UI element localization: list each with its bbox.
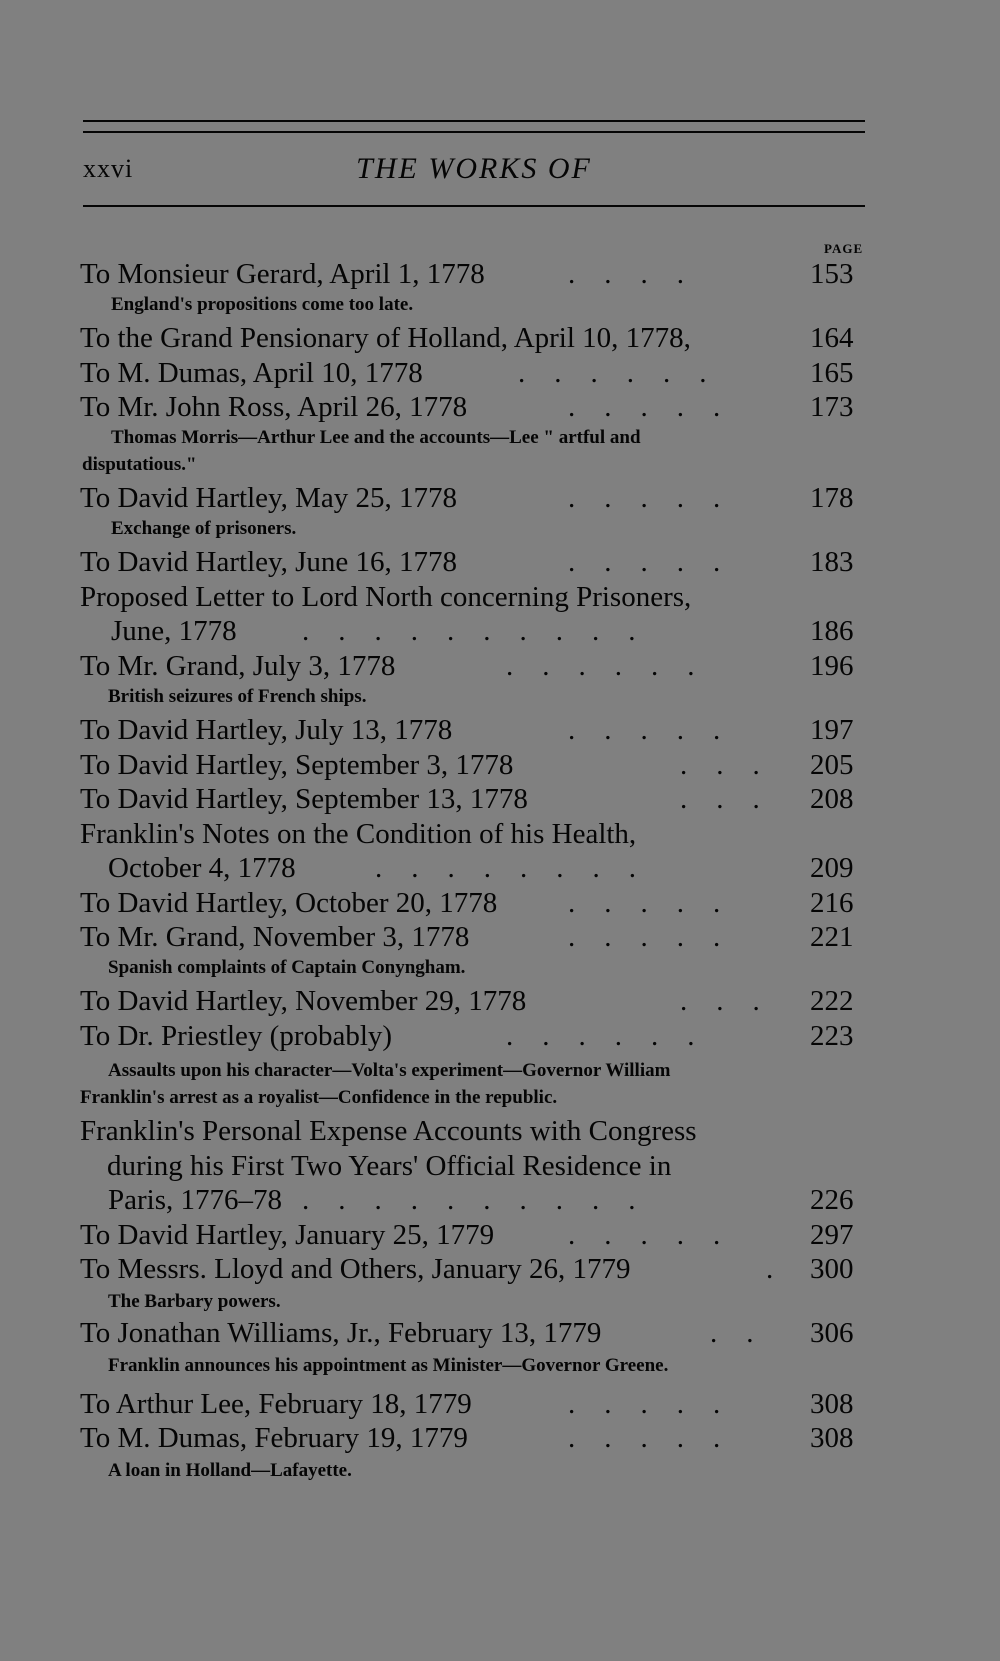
leader-dots: . . . . . . . . . . (302, 615, 636, 647)
entry-page: 205 (810, 749, 854, 781)
entry-title: To David Hartley, January 25, 1779 (80, 1219, 495, 1251)
entry-page: 209 (810, 852, 854, 884)
entry-title: To Arthur Lee, February 18, 1779 (80, 1388, 472, 1420)
entry-title: To David Hartley, May 25, 1778 (80, 482, 458, 514)
entry-title: To Mr. John Ross, April 26, 1778 (80, 391, 468, 423)
entry-page: 226 (810, 1184, 854, 1216)
toc-entry-continuation (80, 1149, 870, 1183)
entry-page: 197 (810, 714, 854, 746)
entry-title: To David Hartley, June 16, 1778 (80, 546, 458, 578)
entry-title: To David Hartley, October 20, 1778 (80, 887, 498, 919)
toc-entry (80, 1421, 870, 1455)
header-rule (83, 205, 865, 207)
toc-entry (80, 1387, 870, 1421)
leader-dots: . . . . . (568, 887, 721, 919)
entry-page: 186 (810, 615, 854, 647)
entry-title: To Mr. Grand, July 3, 1778 (80, 650, 396, 682)
toc-entry (80, 1019, 870, 1053)
entry-title: To Mr. Grand, November 3, 1778 (80, 921, 470, 953)
entry-note: Exchange of prisoners. (111, 518, 297, 539)
leader-dots: . . . . . . (518, 357, 707, 389)
toc-entry (80, 356, 870, 390)
leader-dots: . . . . (568, 258, 684, 290)
entry-page: 297 (810, 1219, 854, 1251)
entry-title: To David Hartley, July 13, 1778 (80, 714, 453, 746)
entry-page: 308 (810, 1388, 854, 1420)
toc-entry (80, 817, 870, 851)
top-double-rule-upper (83, 120, 865, 122)
toc-entry (80, 481, 870, 515)
entry-page: 208 (810, 783, 854, 815)
toc-entry (80, 782, 870, 816)
entry-note: The Barbary powers. (108, 1291, 281, 1312)
page-header (83, 150, 865, 194)
folio-page-number: xxvi (83, 154, 134, 183)
entry-page: 173 (810, 391, 854, 423)
entry-title: To M. Dumas, April 10, 1778 (80, 357, 423, 389)
toc-entry (80, 886, 870, 920)
leader-dots: . . . . . (568, 1422, 721, 1454)
entry-note: A loan in Holland—Lafayette. (108, 1460, 352, 1481)
entry-page: 165 (810, 357, 854, 389)
leader-dots: . . . . . . (506, 1020, 695, 1052)
entry-page: 178 (810, 482, 854, 514)
toc-entry-continuation (80, 851, 870, 885)
toc-entry (80, 920, 870, 954)
entry-page: 222 (810, 985, 854, 1017)
entry-note: Spanish complaints of Captain Conyngham. (108, 957, 466, 978)
entry-note: Franklin announces his appointment as Minister—Governor Greene. (108, 1355, 669, 1376)
leader-dots: . . . . . (568, 714, 721, 746)
entry-title-continuation: June, 1778 (111, 615, 237, 647)
running-title: THE WORKS OF (356, 152, 592, 185)
leader-dots: . . . (680, 783, 760, 815)
entry-note: Franklin's arrest as a royalist—Confidence in the republic. (80, 1087, 558, 1108)
toc-entry (80, 390, 870, 424)
leader-dots: . . . . . . . . . . (302, 1184, 636, 1216)
leader-dots: . . . . . (568, 482, 721, 514)
entry-page: 306 (810, 1317, 854, 1349)
leader-dots: . . . . . . (506, 650, 695, 682)
toc-entry (80, 649, 870, 683)
toc-entry-continuation (80, 1183, 870, 1217)
leader-dots: . . . . . (568, 391, 721, 423)
leader-dots: . . (710, 1317, 754, 1349)
entry-title-continuation: October 4, 1778 (108, 852, 296, 884)
entry-title: To the Grand Pensionary of Holland, April 10, 1778, (80, 322, 691, 354)
toc-entry (80, 1316, 870, 1350)
toc-entry (80, 713, 870, 747)
toc-entry (80, 1252, 870, 1286)
entry-page: 183 (810, 546, 854, 578)
entry-title: To M. Dumas, February 19, 1779 (80, 1422, 468, 1454)
entry-page: 223 (810, 1020, 854, 1052)
toc-entry (80, 748, 870, 782)
entry-note: British seizures of French ships. (108, 686, 367, 707)
entry-note: Assaults upon his character—Volta's experiment—Governor William (108, 1060, 671, 1081)
entry-title: To Jonathan Williams, Jr., February 13, 1779 (80, 1317, 602, 1349)
page-column-label: PAGE (824, 241, 864, 256)
toc-entry (80, 257, 870, 291)
entry-title: To David Hartley, September 3, 1778 (80, 749, 514, 781)
entry-page: 164 (810, 322, 854, 354)
entry-title: To David Hartley, September 13, 1778 (80, 783, 528, 815)
entry-note: Thomas Morris—Arthur Lee and the accounts—Lee " artful and (111, 427, 641, 448)
entry-title: To Dr. Priestley (probably) (80, 1020, 393, 1052)
leader-dots: . (766, 1253, 774, 1285)
leader-dots: . . . . . (568, 1388, 721, 1420)
leader-dots: . . . . . (568, 546, 721, 578)
entry-note: England's propositions come too late. (111, 294, 414, 315)
entry-title: To Monsieur Gerard, April 1, 1778 (80, 258, 485, 290)
toc-entry (80, 984, 870, 1018)
top-double-rule-lower (83, 131, 865, 133)
entry-page: 300 (810, 1253, 854, 1285)
leader-dots: . . . (680, 749, 760, 781)
toc-entry (80, 1114, 870, 1148)
leader-dots: . . . . . (568, 1219, 721, 1251)
entry-title: To Messrs. Lloyd and Others, January 26, 1779 (80, 1253, 631, 1285)
entry-page: 308 (810, 1422, 854, 1454)
entry-title: Franklin's Personal Expense Accounts with Congress (80, 1115, 697, 1147)
entry-title: Proposed Letter to Lord North concerning Prisoners, (80, 581, 692, 613)
leader-dots: . . . . . (568, 921, 721, 953)
entry-title: To David Hartley, November 29, 1778 (80, 985, 527, 1017)
entry-note: disputatious." (82, 454, 197, 475)
entry-page: 216 (810, 887, 854, 919)
leader-dots: . . . (680, 985, 760, 1017)
entry-page: 221 (810, 921, 854, 953)
entry-title-continuation: during his First Two Years' Official Residence in (107, 1150, 672, 1182)
entry-title: Franklin's Notes on the Condition of his Health, (80, 818, 637, 850)
leader-dots: . . . . . . . . (375, 852, 636, 884)
entry-page: 153 (810, 258, 854, 290)
toc-entry (80, 545, 870, 579)
entry-title-continuation: Paris, 1776–78 (108, 1184, 282, 1216)
entry-page: 196 (810, 650, 854, 682)
toc-entry (80, 321, 870, 355)
toc-entry (80, 1218, 870, 1252)
toc-entry (80, 580, 870, 614)
toc-entry-continuation (80, 614, 870, 648)
